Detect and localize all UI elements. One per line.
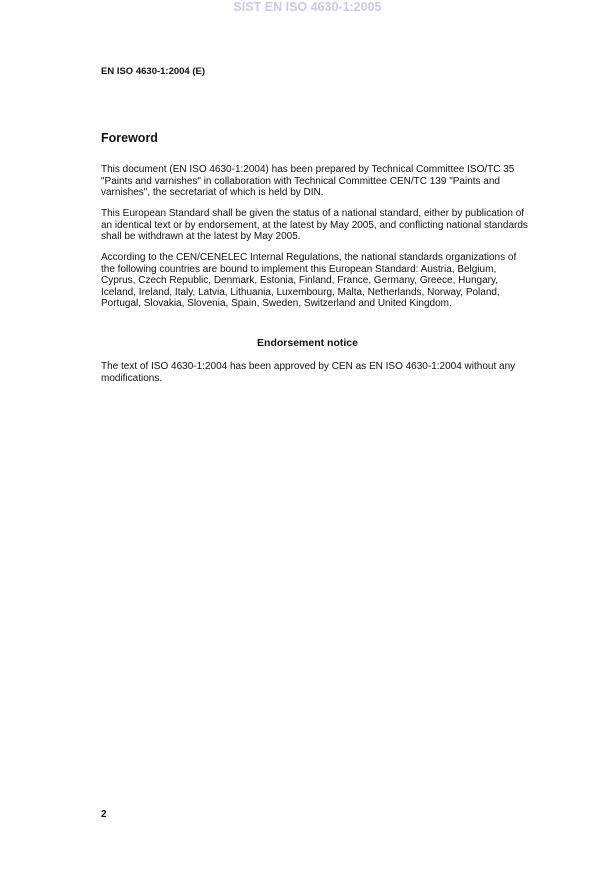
text-line: varnishes", the secretariat of which is held by DIN. <box>101 187 324 199</box>
page-number: 2 <box>101 809 107 820</box>
text-line: "Paints and varnishes" in collaboration with Technical Committee CEN/TC 139 "Paints and <box>101 175 500 187</box>
text-line: This European Standard shall be given the status of a national standard, either by publication of <box>101 208 525 219</box>
text-line: modifications. <box>101 372 163 384</box>
paragraph-2 <box>101 208 528 243</box>
text-line: This document (EN ISO 4630-1:2004) has been prepared by Technical Committee ISO/TC 35 <box>101 164 515 175</box>
paragraph-1 <box>101 164 514 199</box>
document-header: EN ISO 4630-1:2004 (E) <box>101 66 206 77</box>
section-title: Foreword <box>101 131 158 145</box>
text-line: Cyprus, Czech Republic, Denmark, Estonia, Finland, France, Germany, Greece, Hungary, <box>101 275 499 287</box>
text-line: According to the CEN/CENELEC Internal Regulations, the national standards organizations of <box>101 252 517 263</box>
text-line: Portugal, Slovakia, Slovenia, Spain, Sweden, Switzerland and United Kingdom. <box>101 298 452 310</box>
paragraph-3 <box>101 252 516 310</box>
endorsement-paragraph <box>101 361 515 384</box>
text-line: Iceland, Ireland, Italy, Latvia, Lithuania, Luxembourg, Malta, Netherlands, Norway, Poland, <box>101 286 500 298</box>
text-line: an identical text or by endorsement, at the latest by May 2005, and conflicting national standards <box>101 219 528 231</box>
watermark: SIST EN ISO 4630-1:2005 <box>233 0 382 14</box>
text-line: shall be withdrawn at the latest by May 2005. <box>101 231 301 243</box>
text-line: the following countries are bound to implement this European Standard: Austria, Belgium, <box>101 263 497 275</box>
text-line: The text of ISO 4630-1:2004 has been approved by CEN as EN ISO 4630-1:2004 without any <box>101 361 516 372</box>
endorsement-heading: Endorsement notice <box>257 337 358 349</box>
